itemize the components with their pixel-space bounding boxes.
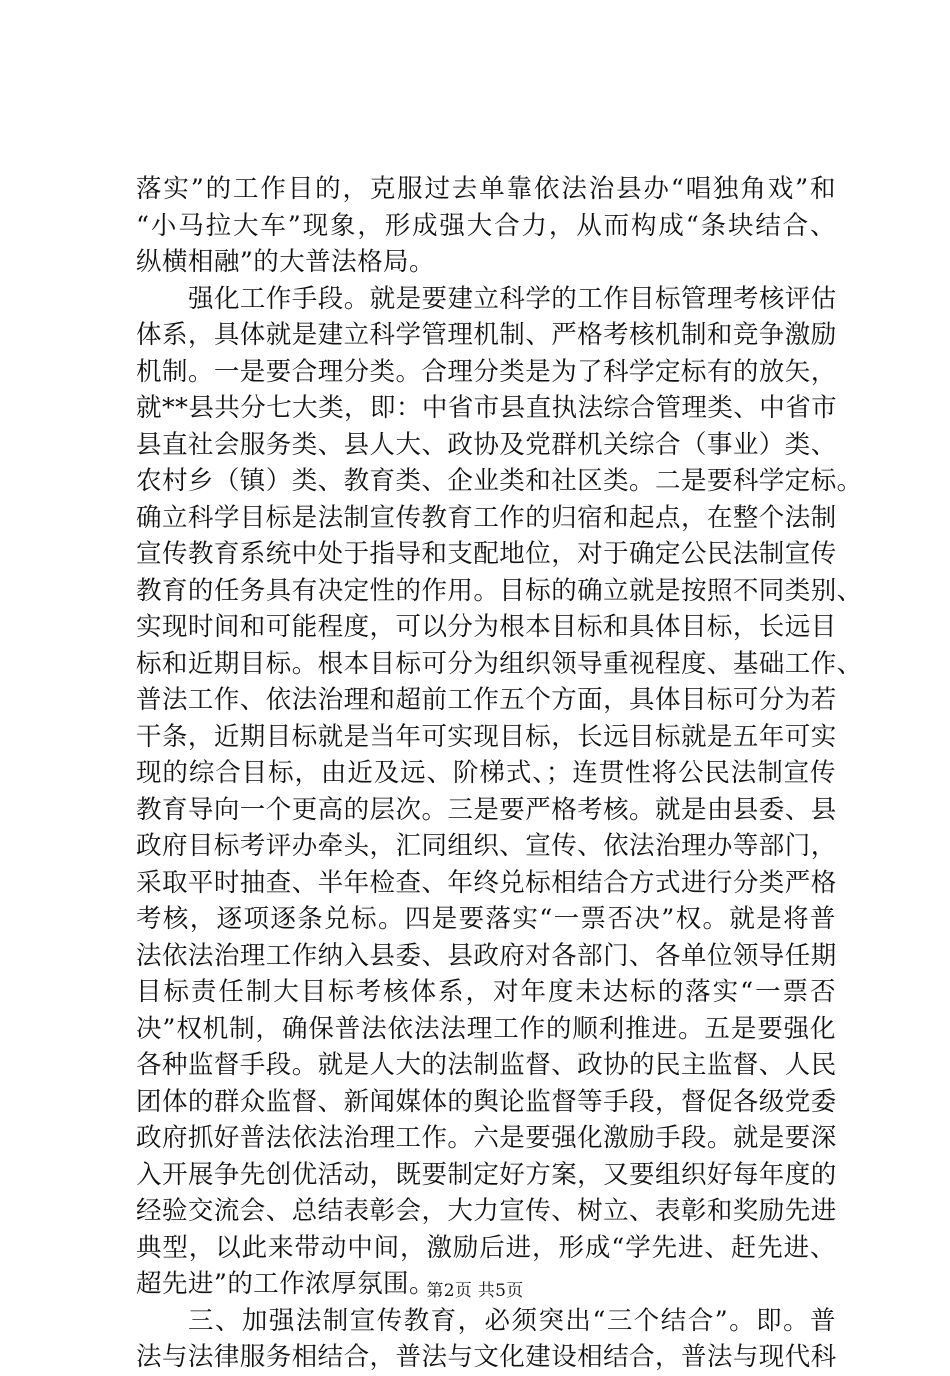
text-line: 目标责任制大目标考核体系，对年度未达标的落实“一票否	[136, 977, 836, 1007]
text-line: 普法工作、依法治理和超前工作五个方面，具体目标可分为若	[136, 685, 837, 715]
text-line: 标和近期目标。根本目标可分为组织领导重视程度、基础工作、	[136, 648, 863, 679]
text-line: 经验交流会、总结表彰会，大力宣传、树立、表彰和奖励先进	[136, 1196, 837, 1226]
text-line: 教育的任务具有决定性的作用。目标的确立就是按照不同类别、	[136, 575, 863, 606]
text-line: 落实”的工作目的，克服过去单靠依法治县办“唱独角戏”和	[136, 174, 836, 204]
text-line: 团体的群众监督、新闻媒体的舆论监督等手段，督促各级党委	[136, 1086, 837, 1117]
text-line: 三、加强法制宣传教育，必须突出“三个结合”。即。普	[188, 1305, 836, 1336]
text-line: 农村乡（镇）类、教育类、企业类和社区类。二是要科学定标。	[136, 466, 863, 496]
text-line: 政府抓好普法依法治理工作。六是要强化激励手段。就是要深	[136, 1123, 837, 1153]
body-text	[136, 171, 863, 1376]
text-line: 体系，具体就是建立科学管理机制、严格考核机制和竞争激励	[136, 320, 837, 350]
text-line: 实现时间和可能程度，可以分为根本目标和具体目标，长远目	[136, 612, 837, 642]
text-line: 采取平时抽查、半年检查、年终兑标相结合方式进行分类严格	[136, 867, 837, 898]
text-line: 宣传教育系统中处于指导和支配地位，对于确定公民法制宣传	[136, 539, 837, 569]
text-line: 强化工作手段。就是要建立科学的工作目标管理考核评估	[188, 283, 837, 314]
text-line: 纵横相融”的大普法格局。	[136, 247, 435, 277]
text-line: 入开展争先创优活动，既要制定好方案，又要组织好每年度的	[136, 1159, 837, 1190]
text-line: 现的综合目标，由近及远、阶梯式、；连贯性将公民法制宣传	[136, 758, 836, 788]
text-line: 县直社会服务类、县人大、政协及党群机关综合（事业）类、	[136, 429, 837, 460]
text-line: 超先进”的工作浓厚氛围。	[136, 1269, 435, 1299]
text-line: 各种监督手段。就是人大的法制监督、政协的民主监督、人民	[136, 1050, 837, 1080]
page-number-footer: 第2页 共5页	[426, 1281, 524, 1301]
text-line: 就**县共分七大类，即：中省市县直执法综合管理类、中省市	[136, 393, 838, 423]
text-line: 典型，以此来带动中间，激励后进，形成“学先进、赶先进、	[136, 1232, 836, 1263]
text-line: 政府目标考评办牵头，汇同组织、宣传、依法治理办等部门，	[136, 831, 837, 861]
text-line: 干条，近期目标就是当年可实现目标，长远目标就是五年可实	[136, 721, 837, 752]
text-line: 法依法治理工作纳入县委、县政府对各部门、各单位领导任期	[136, 940, 837, 971]
text-line: 决”权机制，确保普法依法法理工作的顺利推进。五是要强化	[136, 1013, 836, 1044]
text-line: 法与法律服务相结合，普法与文化建设相结合，普法与现代科	[136, 1342, 837, 1372]
text-line: 教育导向一个更高的层次。三是要严格考核。就是由县委、县	[136, 794, 837, 825]
text-line: 确立科学目标是法制宣传教育工作的归宿和起点，在整个法制	[136, 502, 837, 533]
text-line: 考核，逐项逐条兑标。四是要落实“一票否决”权。就是将普	[136, 904, 836, 934]
text-line: “小马拉大车”现象，形成强大合力，从而构成“条块结合、	[136, 210, 836, 241]
text-line: 机制。一是要合理分类。合理分类是为了科学定标有的放矢，	[136, 356, 837, 387]
